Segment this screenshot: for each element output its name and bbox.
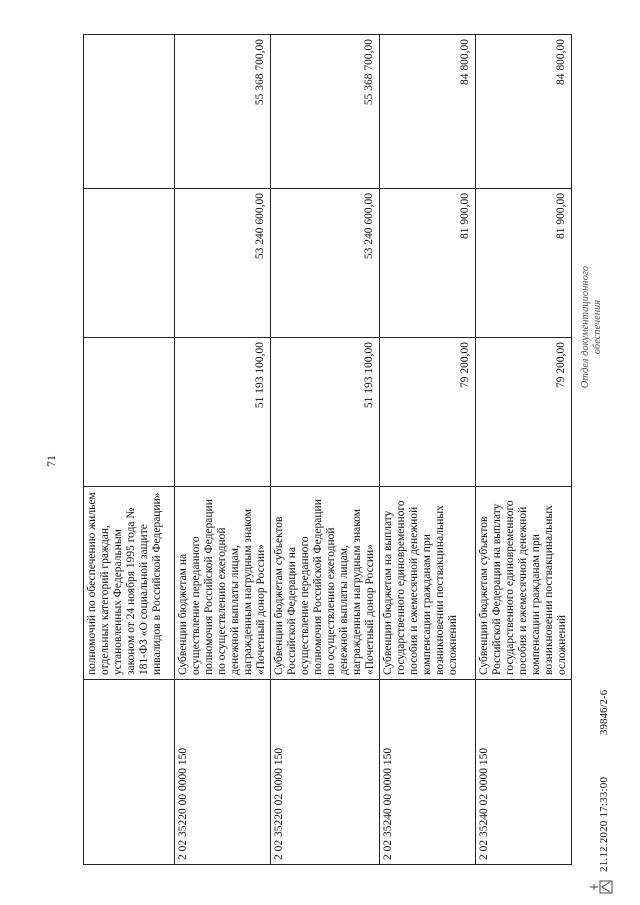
- amount-2023: [84, 35, 175, 189]
- table-row: [476, 35, 572, 865]
- budget-code: 2 02 35240 02 0000 150: [476, 680, 572, 865]
- income-name: Субвенции бюджетам на осуществление переданного полномочия Российской Федерации по осуществлению ежегодной денежной выплаты лицам, награжденным нагрудным знаком «Почетный донор России»: [175, 487, 271, 680]
- amount-2023: 55 368 700,00: [175, 35, 271, 189]
- stamp-line: Отдел документационного: [580, 265, 591, 389]
- footer-doc-id: 39846/2-6: [598, 689, 610, 735]
- budget-code: 2 02 35220 00 0000 150: [175, 680, 271, 865]
- amount-2021: [84, 338, 175, 487]
- amount-2023: 84 800,00: [476, 35, 572, 189]
- income-name: полномочий по обеспечению жильем отдельных категорий граждан, установленных Федеральным законом от 24 ноября 1995 года № 181-ФЗ «О социальной защите инвалидов в Российской Федерации»: [84, 487, 175, 680]
- page-number: 71: [44, 455, 58, 467]
- amount-2022: 81 900,00: [476, 189, 572, 338]
- amount-2023: 55 368 700,00: [271, 35, 380, 189]
- table-row: [271, 35, 380, 865]
- table-row: [380, 35, 476, 865]
- budget-code: 2 02 35220 02 0000 150: [271, 680, 380, 865]
- amount-2022: 81 900,00: [380, 189, 476, 338]
- amount-2021: 51 193 100,00: [175, 338, 271, 487]
- amount-2021: 79 200,00: [380, 338, 476, 487]
- amount-2023: 84 800,00: [380, 35, 476, 189]
- amount-2022: 53 240 600,00: [175, 189, 271, 338]
- table-row: [175, 35, 271, 865]
- budget-code: 2 02 35240 00 0000 150: [380, 680, 476, 865]
- amount-2021: 79 200,00: [476, 338, 572, 487]
- table-row: [84, 35, 175, 865]
- income-name: Субвенции бюджетам субъектов Российской Федерации на выплату государственного единовременного пособия и ежемесячной денежной компенсации гражданам при возникновении поствакцинальных осложнений: [476, 487, 572, 680]
- amount-2021: 51 193 100,00: [271, 338, 380, 487]
- registry-logo-icon: [586, 879, 616, 895]
- amount-2022: [84, 189, 175, 338]
- footer-date: 21.12.2020 17:33:00: [598, 776, 610, 872]
- stamp-line: обеспечения: [592, 299, 603, 355]
- amount-2022: 53 240 600,00: [271, 189, 380, 338]
- budget-code: [84, 680, 175, 865]
- income-name: Субвенции бюджетам субъектов Российской Федерации на осуществление переданного полномочия Российской Федерации по осуществлению ежегодной денежной выплаты лицам, награжденным нагрудным знаком «Почетный донор России»: [271, 487, 380, 680]
- department-stamp: [580, 257, 604, 397]
- budget-table: [83, 34, 572, 865]
- income-name: Субвенции бюджетам на выплату государственного единовременного пособия и ежемесячной денежной компенсации гражданам при возникновении поствакцинальных осложнений: [380, 487, 476, 680]
